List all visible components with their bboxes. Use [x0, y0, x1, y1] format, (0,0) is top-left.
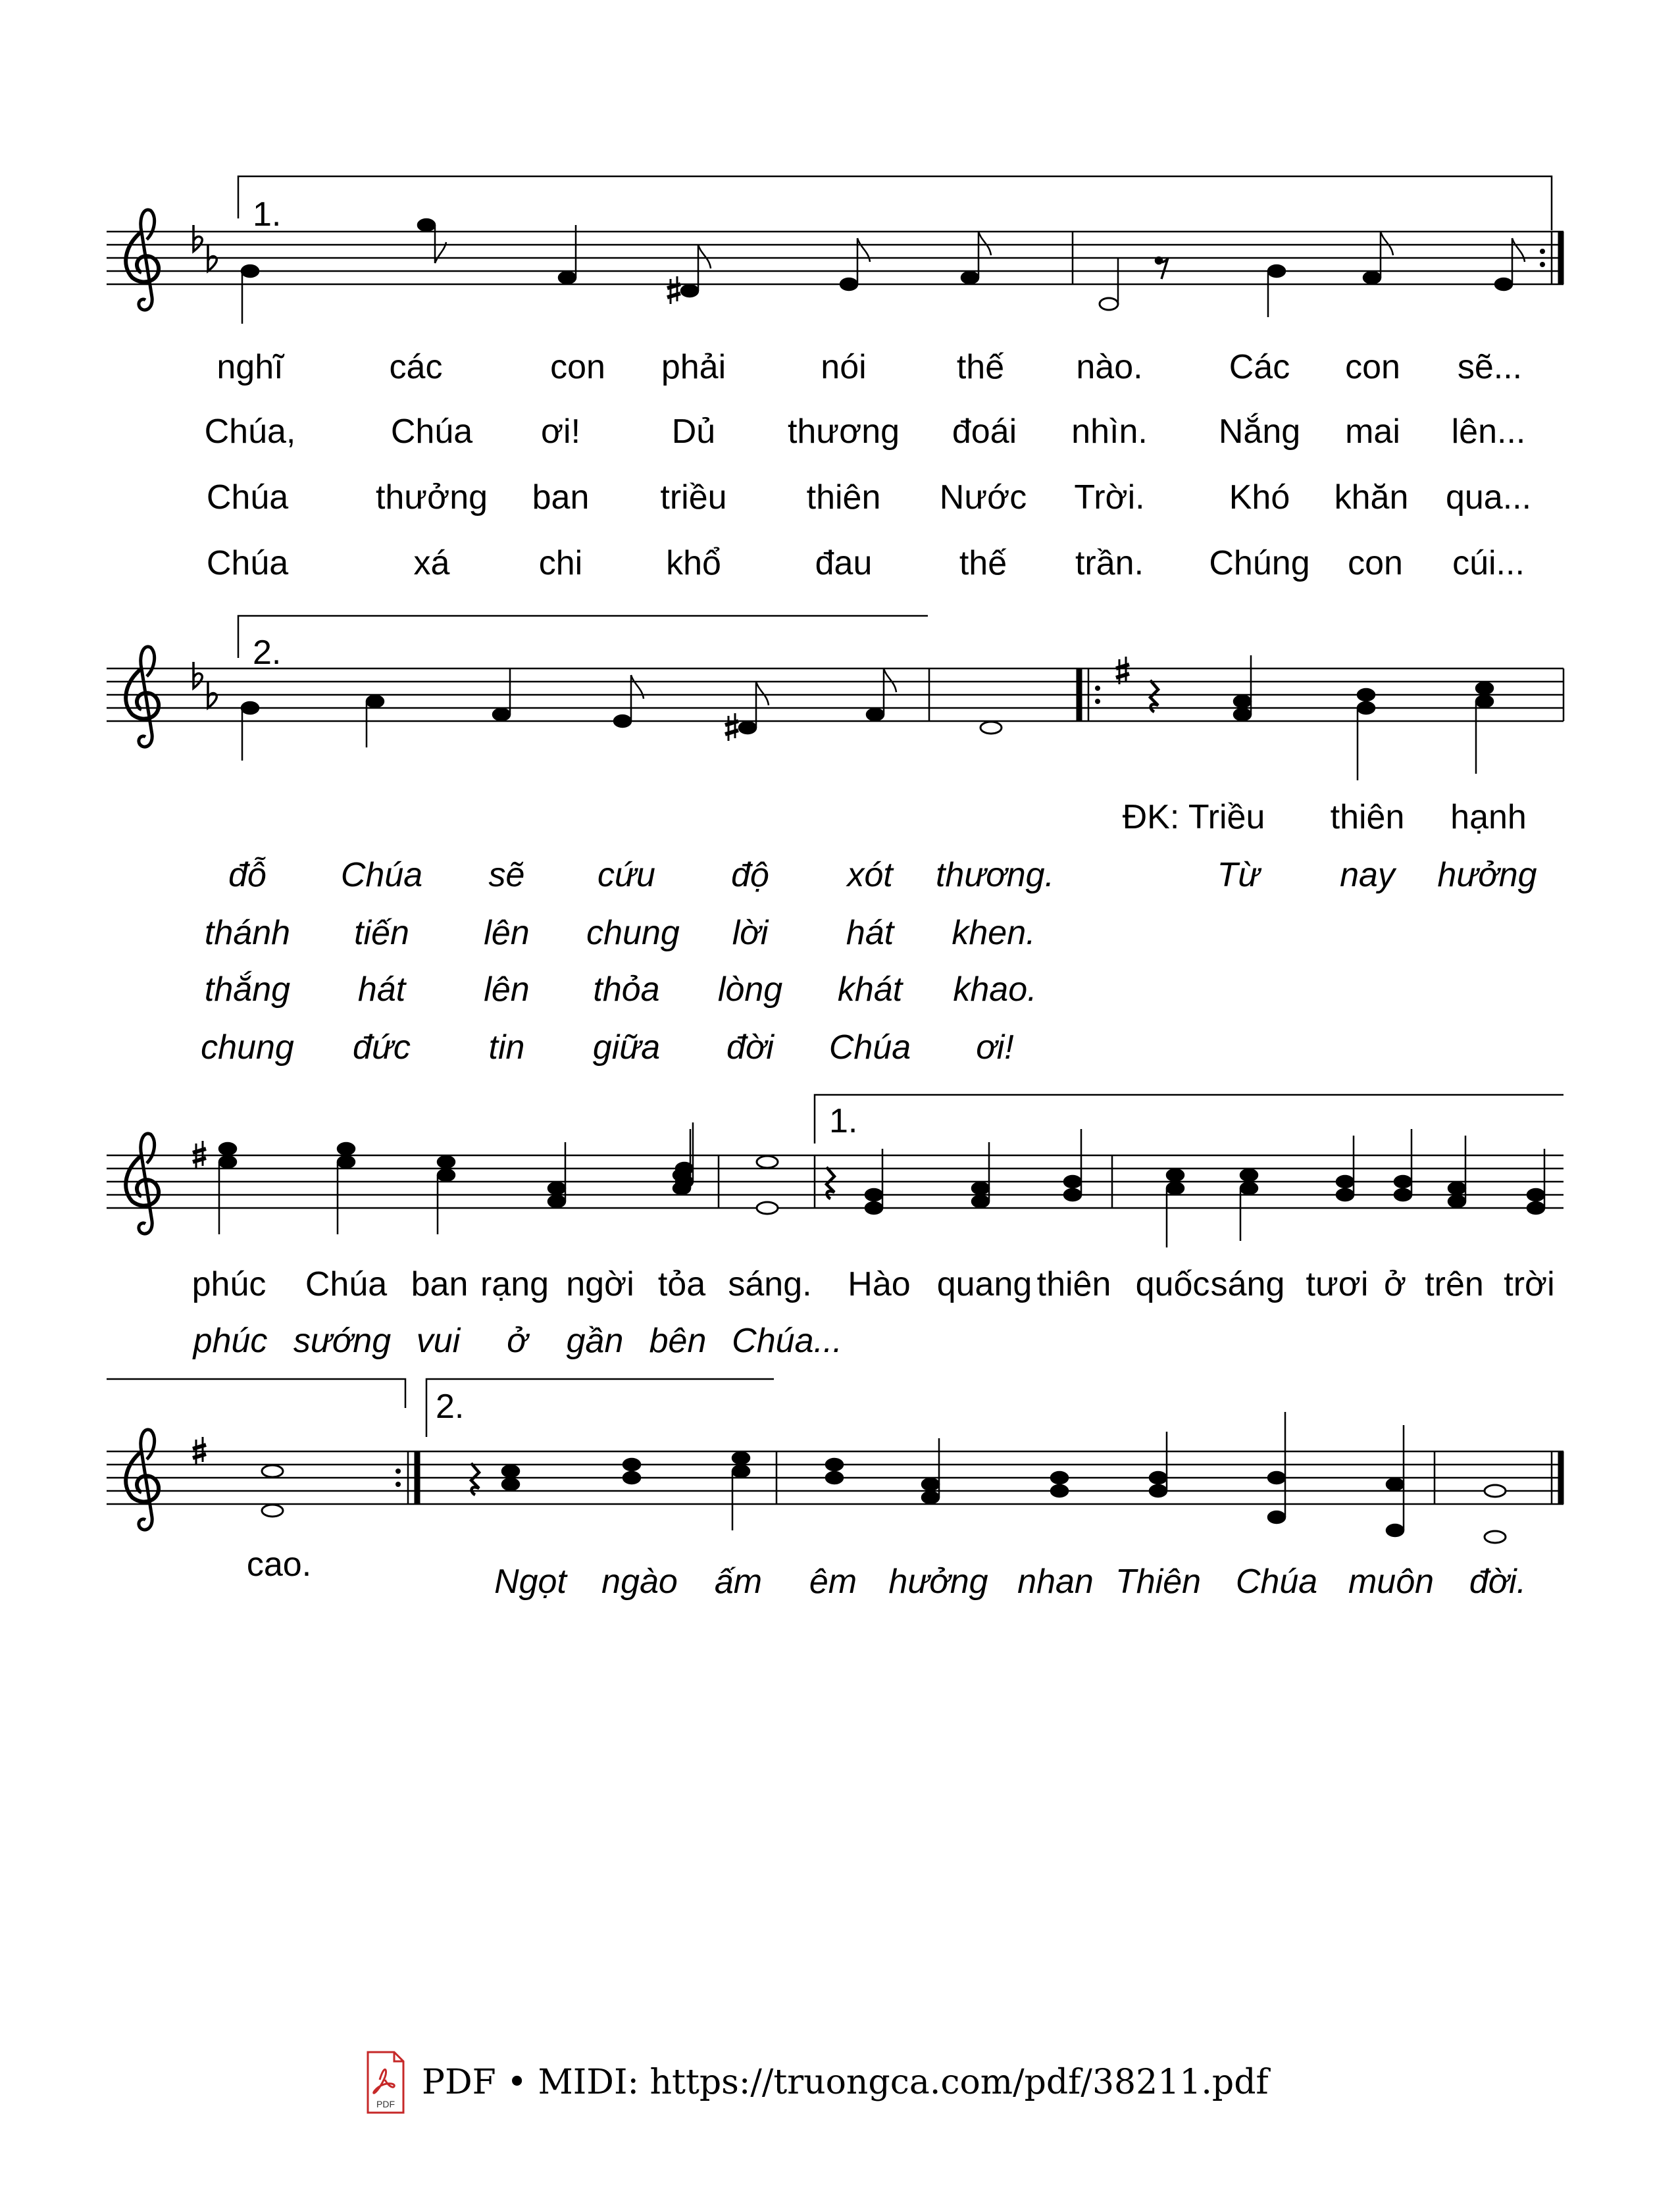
staff-2	[107, 668, 1564, 721]
lyric: cứu	[597, 856, 655, 894]
volta-label-2: 2.	[253, 634, 282, 672]
lyric: đỗ	[228, 856, 267, 894]
lyric: quang	[936, 1265, 1032, 1303]
lyric: phải	[661, 348, 726, 386]
lyric: thỏa	[593, 970, 660, 1009]
lyric: ở	[507, 1322, 528, 1360]
lyric: thánh	[204, 914, 291, 952]
lyric: lên	[484, 914, 530, 952]
lyric: chung	[586, 914, 680, 952]
lyric: triều	[660, 478, 727, 516]
notes-3	[219, 1122, 1544, 1247]
lyric: đức	[353, 1028, 411, 1067]
lyric: trên	[1425, 1265, 1484, 1303]
lyric: mai	[1345, 413, 1400, 451]
lyric: nhìn.	[1071, 413, 1148, 451]
lyric: ban	[411, 1265, 469, 1303]
lyric: con	[1345, 348, 1400, 386]
lyric: trời	[1504, 1265, 1555, 1303]
lyric: Chúa...	[732, 1322, 842, 1360]
lyric: ban	[532, 478, 590, 516]
lyric: đời	[726, 1028, 774, 1067]
lyric: nay	[1340, 856, 1395, 894]
volta-2-bracket	[238, 616, 928, 658]
volta-label-4: 2.	[436, 1388, 465, 1426]
lyric: độ	[731, 856, 769, 894]
lyric: thiên	[1036, 1265, 1111, 1303]
lyric: thế	[956, 348, 1005, 386]
lyric: đoái	[952, 413, 1017, 451]
staff-1	[107, 232, 1564, 284]
pdf-file-icon	[365, 2049, 406, 2115]
lyric: Trời.	[1074, 478, 1145, 516]
lyric: sáng.	[728, 1265, 812, 1303]
footer-text[interactable]: PDF • MIDI: https://truongca.com/pdf/38211.pdf	[422, 2063, 1269, 2102]
lyric: thắng	[204, 970, 291, 1009]
volta-label-1: 1.	[253, 195, 282, 234]
lyric: Chúa	[305, 1265, 388, 1303]
lyric: Nắng	[1218, 413, 1301, 451]
lyric: sẽ...	[1457, 348, 1523, 386]
lyric: vui	[416, 1322, 461, 1360]
volta-1b-bracket	[815, 1095, 1564, 1144]
lyric: ở	[1383, 1265, 1407, 1303]
lyric: con	[1348, 544, 1403, 582]
lyric: phúc	[193, 1322, 268, 1360]
lyric: trần.	[1075, 544, 1144, 582]
lyric: khăn	[1334, 478, 1409, 516]
lyric: Các	[1229, 348, 1290, 386]
lyric: chung	[201, 1028, 294, 1067]
lyric: cúi...	[1452, 544, 1525, 582]
lyric: tươi	[1306, 1265, 1369, 1303]
lyric: xá	[413, 544, 450, 582]
lyric: Chúa,	[204, 413, 296, 451]
lyric: Dủ	[671, 413, 716, 451]
lyric: đời.	[1469, 1563, 1527, 1601]
lyric: ngời	[566, 1265, 634, 1303]
lyric: phúc	[191, 1265, 267, 1303]
lyric: khổ	[666, 544, 721, 582]
lyric: ấm	[714, 1563, 763, 1601]
lyric: tin	[488, 1028, 525, 1067]
lyric: muôn	[1348, 1563, 1435, 1601]
lyric: thế	[959, 544, 1007, 582]
lyric: êm	[809, 1563, 857, 1601]
lyric: lòng	[717, 970, 783, 1009]
lyric: hưởng	[888, 1563, 988, 1601]
notes-2	[242, 655, 1493, 780]
lyric: khát	[837, 970, 903, 1009]
lyric: Chúa	[828, 1028, 911, 1067]
lyric: xót	[847, 856, 893, 894]
lyric: gần	[566, 1322, 624, 1360]
lyric: rạng	[480, 1265, 549, 1303]
lyric: Chúa	[1235, 1563, 1318, 1601]
lyric: tiến	[354, 914, 409, 952]
lyric: Ngọt	[494, 1563, 567, 1601]
lyric: lời	[732, 914, 769, 952]
lyric: hát	[846, 914, 894, 952]
lyric: nhan	[1017, 1563, 1094, 1601]
lyric: hát	[357, 970, 406, 1009]
lyric: giữa	[592, 1028, 661, 1067]
lyric: đau	[815, 544, 873, 582]
lyric: cao.	[246, 1546, 312, 1584]
lyric: Chúng	[1209, 544, 1310, 582]
lyric: thương.	[935, 856, 1055, 894]
lyric: Chúa	[206, 544, 289, 582]
lyric: khen.	[952, 914, 1036, 952]
lyric: thương	[787, 413, 900, 451]
lyric: nói	[821, 348, 867, 386]
lyric: lên	[484, 970, 530, 1009]
lyric: sáng	[1210, 1265, 1285, 1303]
lyric: Thiên	[1115, 1563, 1202, 1601]
lyric: ngào	[601, 1563, 678, 1601]
lyric: thiên	[1330, 798, 1405, 836]
lyric: quốc	[1135, 1265, 1210, 1303]
lyric: Hào	[848, 1265, 911, 1303]
lyric: tỏa	[657, 1265, 706, 1303]
lyric: sướng	[293, 1322, 392, 1360]
treble-clef-icon	[126, 210, 159, 310]
lyric: hạnh	[1450, 798, 1527, 836]
lyric: các	[389, 348, 443, 386]
lyric: thưởng	[375, 478, 488, 516]
lyric: Chúa	[390, 413, 473, 451]
lyric: thiên	[806, 478, 881, 516]
volta-1-bracket	[238, 176, 1552, 230]
lyric: Từ	[1217, 856, 1260, 894]
lyric: nào.	[1076, 348, 1143, 386]
volta-label-3: 1.	[829, 1102, 858, 1140]
lyric: Chúa	[340, 856, 423, 894]
lyric: bên	[649, 1322, 707, 1360]
footer-link[interactable]	[365, 2049, 1269, 2115]
lyric: ĐK: Triều	[1122, 798, 1265, 836]
lyric: ơi!	[540, 413, 581, 451]
lyric: qua...	[1445, 478, 1532, 516]
lyric: Chúa	[206, 478, 289, 516]
lyric: Nước	[939, 478, 1027, 516]
lyric: sẽ	[488, 856, 525, 894]
lyric: hưởng	[1437, 856, 1537, 894]
lyric: chi	[538, 544, 583, 582]
lyric: ơi!	[976, 1028, 1014, 1067]
lyric: khao.	[953, 970, 1037, 1009]
lyric: lên...	[1451, 413, 1526, 451]
pdf-icon-label: PDF	[376, 2099, 395, 2109]
lyric: Khó	[1229, 478, 1290, 516]
lyric: con	[550, 348, 605, 386]
lyric: nghĩ	[216, 348, 284, 386]
